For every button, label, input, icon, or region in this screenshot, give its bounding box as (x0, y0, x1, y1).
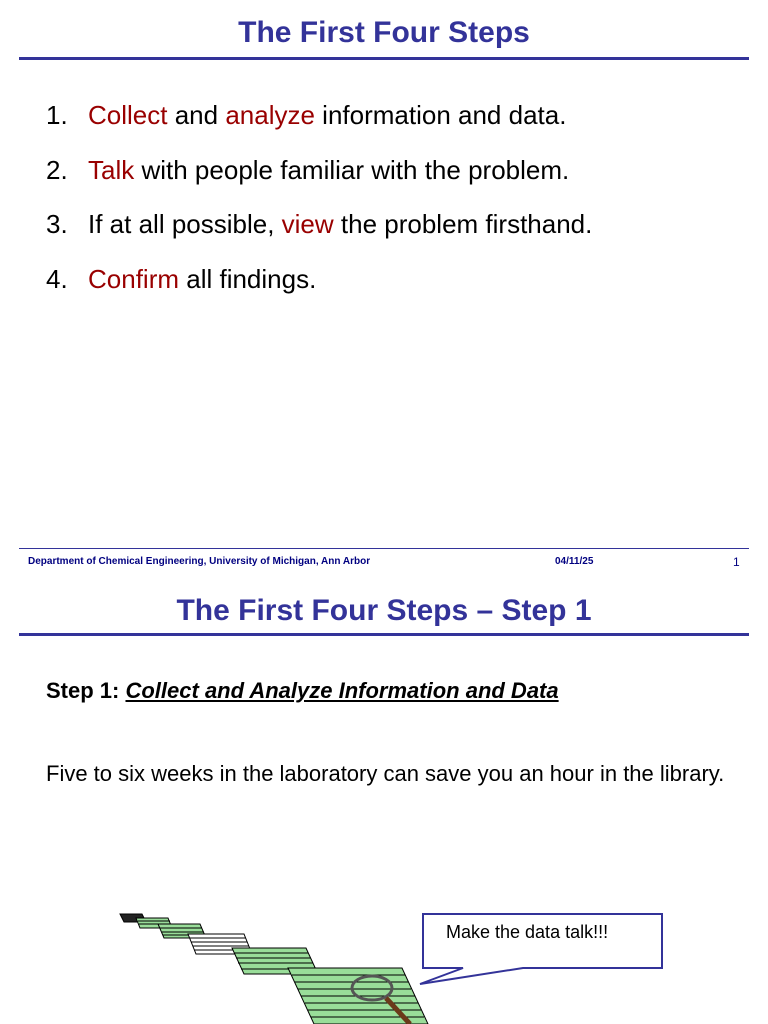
step-keyword: analyze (225, 100, 315, 130)
data-sheets-illustration (110, 908, 450, 1024)
step-text: information and data. (314, 100, 567, 130)
step-keyword: view (281, 209, 334, 239)
slide-1-title: The First Four Steps (238, 16, 530, 49)
step-item (46, 154, 592, 212)
footer-department: Department of Chemical Engineering, University of Michigan, Ann Arbor (28, 556, 371, 567)
step-number: 3. (46, 209, 68, 239)
title-rule (19, 57, 749, 60)
step-title: Collect and Analyze Information and Data (125, 678, 559, 703)
step-number: 4. (46, 263, 68, 294)
step-item (46, 263, 592, 321)
step-text: all findings. (179, 263, 317, 294)
callout-text: Make the data talk!!! (446, 922, 609, 942)
steps-list (46, 102, 592, 320)
step-number: 1. (46, 100, 68, 130)
step-item (46, 211, 592, 266)
footer-rule (19, 548, 749, 549)
slide-2-title: The First Four Steps – Step 1 (176, 594, 592, 627)
step-text: with people familiar with the problem. (134, 154, 570, 185)
step-heading (46, 678, 559, 704)
step-number: 2. (46, 154, 68, 185)
step-label: Step 1: (46, 678, 120, 703)
title-rule (19, 633, 749, 636)
step-keyword: Collect (88, 100, 168, 130)
step-item (46, 102, 592, 157)
step-text: the problem firsthand. (333, 209, 593, 239)
step-keyword: Confirm (88, 263, 180, 294)
page-number: 1 (733, 555, 740, 569)
step-text: and (167, 100, 226, 130)
slide-2 (0, 578, 768, 1024)
step-text: If at all possible, (88, 209, 282, 239)
step-keyword: Talk (88, 154, 135, 185)
quote-text: Five to six weeks in the laboratory can save you an hour in the library. (46, 761, 725, 786)
footer-date: 04/11/25 (555, 556, 594, 567)
